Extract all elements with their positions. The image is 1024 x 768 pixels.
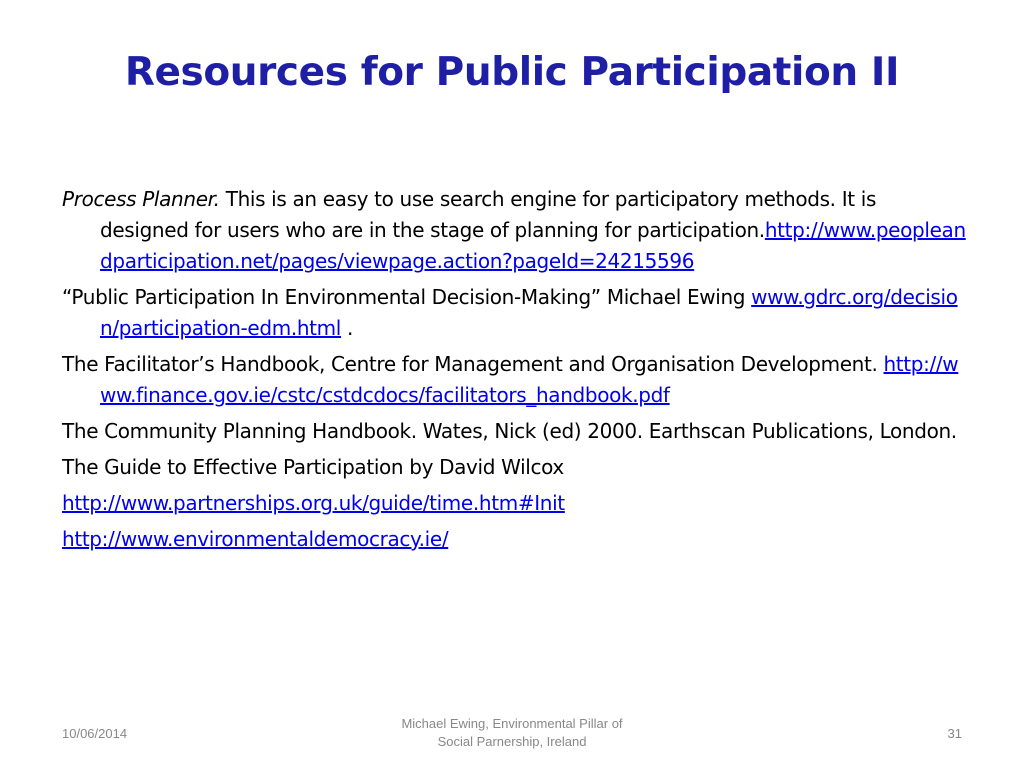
list-item-guide-participation: [62, 452, 967, 483]
list-item-public-participation: [62, 282, 967, 344]
page-number: 31: [947, 726, 962, 741]
item-text: The Facilitator’s Handbook, Centre for Management and Organisation Development.: [62, 352, 884, 376]
item-text: This is an easy to use search engine for participatory methods. It is designed for users who are in the stage of planning for participation.: [100, 187, 877, 242]
item-text: The Guide to Effective Participation by David Wilcox: [62, 455, 564, 479]
item-lead-italic: Process Planner.: [62, 187, 220, 211]
footer-author-line1: Michael Ewing, Environmental Pillar of: [401, 716, 623, 731]
slide-body: [62, 184, 967, 560]
footer-author-line2: Social Parnership, Ireland: [437, 734, 587, 749]
process-planner-link[interactable]: http://www.peopleandparticipation.net/pages/viewpage.action?pageId=24215596: [100, 218, 966, 273]
item-after: .: [341, 316, 354, 340]
partnerships-link[interactable]: http://www.partnerships.org.uk/guide/time.htm#Init: [62, 491, 565, 515]
list-item-partnerships-link: [62, 488, 967, 519]
footer-date: 10/06/2014: [62, 726, 128, 741]
facilitators-handbook-link[interactable]: http://www.finance.gov.ie/cstc/cstdcdocs/facilitators_handbook.pdf: [100, 352, 959, 407]
item-text: “Public Participation In Environmental Decision-Making” Michael Ewing: [62, 285, 752, 309]
footer-author: [362, 715, 662, 751]
list-item-process-planner: [62, 184, 967, 277]
item-text: The Community Planning Handbook. Wates, Nick (ed) 2000. Earthscan Publications, London.: [62, 419, 957, 443]
list-item-facilitators-handbook: [62, 349, 967, 411]
slide-title: Resources for Public Participation II: [124, 50, 900, 95]
list-item-environmental-democracy-link: [62, 524, 967, 555]
environmental-democracy-link[interactable]: http://www.environmentaldemocracy.ie/: [62, 527, 449, 551]
list-item-community-planning: [62, 416, 967, 447]
gdrc-link[interactable]: www.gdrc.org/decision/participation-edm.html: [100, 285, 958, 340]
